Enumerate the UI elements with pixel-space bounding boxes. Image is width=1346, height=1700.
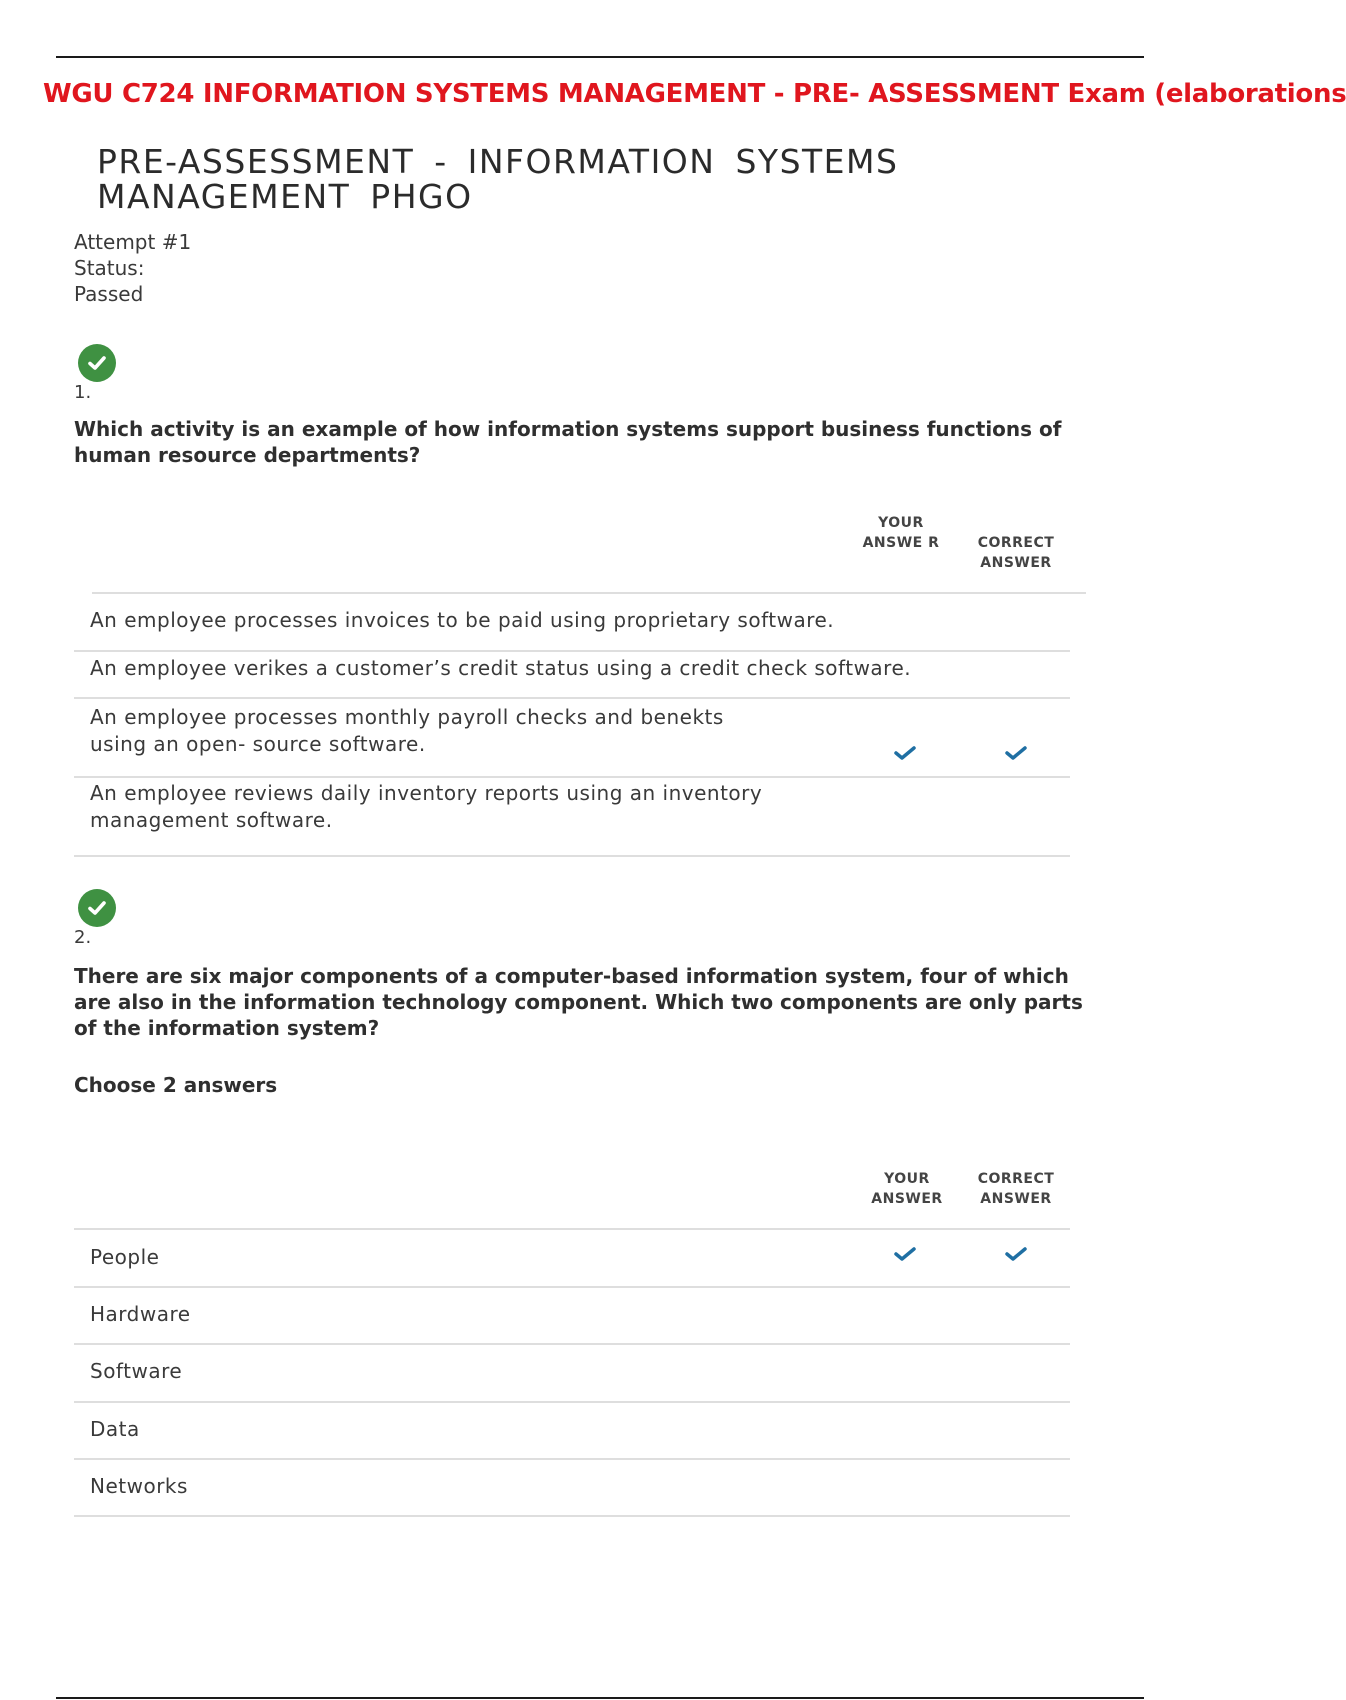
bottom-rule: [56, 1697, 1144, 1699]
answer-row[interactable]: [74, 1459, 1070, 1515]
answer-row[interactable]: [74, 1402, 1070, 1458]
your-answer-check-icon: [894, 745, 916, 761]
divider: [92, 592, 1086, 594]
divider: [74, 1515, 1070, 1517]
answer-row[interactable]: [74, 650, 1070, 698]
answer-text: An employee processes invoices to be paid using proprietary software.: [90, 608, 835, 632]
question-text: There are six major components of a computer-based information system, four of which are also in the information technology component. Which two components are only parts of the information system?: [74, 964, 1083, 1040]
answer-text: Networks: [90, 1474, 188, 1498]
answer-text: Hardware: [90, 1302, 191, 1326]
answer-text: People: [90, 1245, 160, 1269]
status-label: Status:: [74, 256, 145, 280]
attempt-number: Attempt #1: [74, 230, 192, 254]
correct-answer-check-icon: [1005, 1246, 1027, 1262]
answer-row[interactable]: [74, 697, 1070, 777]
your-answer-check-icon: [894, 1246, 916, 1262]
assessment-title: PRE-ASSESSMENT - INFORMATION SYSTEMS MANAGEMENT PHGO: [97, 142, 899, 216]
correct-answer-header: CORRECT ANSWER: [977, 1171, 1055, 1207]
your-answer-header: YOUR ANSWER: [871, 1171, 943, 1207]
question-number: 1.: [74, 382, 92, 403]
top-rule: [56, 56, 1144, 58]
choose-instruction: Choose 2 answers: [74, 1073, 278, 1097]
answer-text: An employee processes monthly payroll checks and benekts using an open- source software.: [90, 705, 724, 756]
question-text: Which activity is an example of how information systems support business functions of human resource departments?: [74, 417, 1062, 467]
correct-answer-check-icon: [1005, 745, 1027, 761]
attempt-info: [74, 229, 191, 307]
answer-row[interactable]: [74, 1344, 1070, 1400]
status-value: Passed: [74, 282, 144, 306]
your-answer-header: YOUR ANSWE R: [862, 515, 940, 551]
answer-row[interactable]: [74, 776, 1070, 856]
divider: [74, 855, 1070, 857]
check-circle-icon: [78, 344, 116, 382]
answer-row[interactable]: [74, 1287, 1070, 1343]
answer-text: Data: [90, 1417, 140, 1441]
answer-row[interactable]: [74, 600, 1070, 650]
answer-text: An employee verikes a customer’s credit status using a credit check software.: [90, 656, 912, 680]
answer-text: Software: [90, 1359, 183, 1383]
correct-answer-header: CORRECT ANSWER: [977, 535, 1055, 571]
check-circle-icon: [78, 889, 116, 927]
answer-row[interactable]: [74, 1229, 1070, 1286]
document-title: WGU C724 INFORMATION SYSTEMS MANAGEMENT - PRE- ASSESSMENT Exam (elaborations: [43, 79, 1346, 109]
question-number: 2.: [74, 927, 92, 948]
answer-text: An employee reviews daily inventory reports using an inventory management software.: [90, 781, 763, 832]
